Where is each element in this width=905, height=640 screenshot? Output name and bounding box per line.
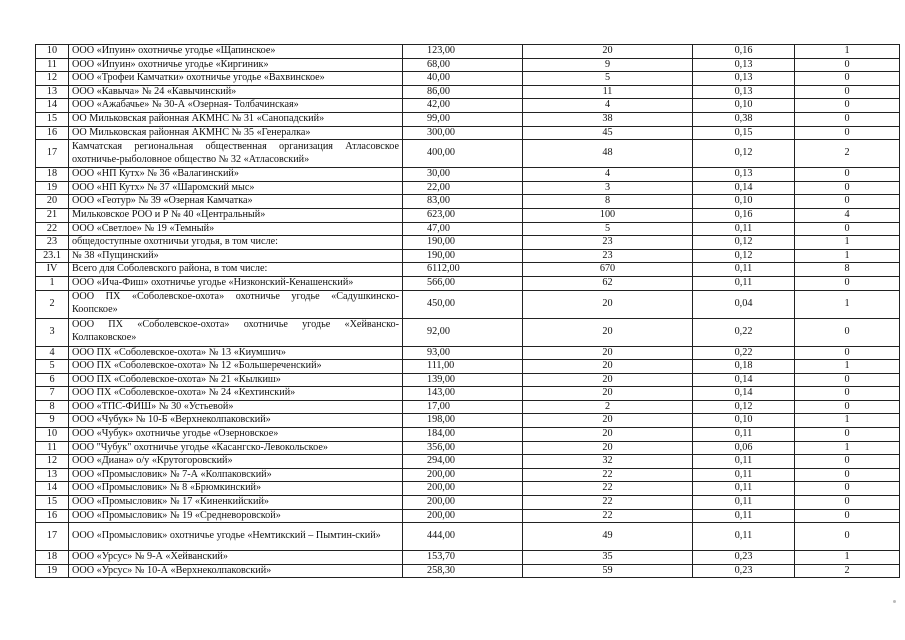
table-row — [36, 400, 900, 414]
table-row — [36, 195, 900, 209]
density-cell: 0,16 — [693, 45, 795, 59]
organization-name-cell: ООО «НП Кутх» № 37 «Шаромский мыс» — [69, 181, 403, 195]
row-number-cell: 11 — [36, 441, 69, 455]
count-cell: 0 — [795, 468, 900, 482]
quota-cell: 20 — [523, 290, 693, 318]
table-row — [36, 360, 900, 374]
row-number-cell: 2 — [36, 290, 69, 318]
table-row — [36, 85, 900, 99]
quota-cell: 22 — [523, 496, 693, 510]
area-cell: 300,00 — [403, 126, 523, 140]
quota-cell: 11 — [523, 85, 693, 99]
area-cell: 68,00 — [403, 58, 523, 72]
count-cell: 0 — [795, 496, 900, 510]
count-cell: 0 — [795, 523, 900, 551]
area-cell: 566,00 — [403, 276, 523, 290]
table-row — [36, 72, 900, 86]
density-cell: 0,11 — [693, 523, 795, 551]
area-cell: 83,00 — [403, 195, 523, 209]
area-cell: 139,00 — [403, 373, 523, 387]
area-cell: 200,00 — [403, 509, 523, 523]
row-number-cell: 15 — [36, 496, 69, 510]
area-cell: 6112,00 — [403, 263, 523, 277]
table-row — [36, 208, 900, 222]
count-cell: 1 — [795, 441, 900, 455]
count-cell: 0 — [795, 387, 900, 401]
table-row — [36, 441, 900, 455]
table-row — [36, 468, 900, 482]
density-cell: 0,13 — [693, 58, 795, 72]
density-cell: 0,11 — [693, 455, 795, 469]
row-number-cell: 15 — [36, 112, 69, 126]
table-row — [36, 99, 900, 113]
scan-speck — [893, 600, 896, 603]
quota-cell: 5 — [523, 72, 693, 86]
count-cell: 1 — [795, 236, 900, 250]
row-number-cell: 19 — [36, 564, 69, 578]
organization-name-cell: ООО «Кавыча» № 24 «Кавычинский» — [69, 85, 403, 99]
organization-name-cell: ООО ПХ «Соболевское-охота» охотничье угодье «Хейванско-Колпаковское» — [69, 318, 403, 346]
quota-cell: 20 — [523, 373, 693, 387]
area-cell: 86,00 — [403, 85, 523, 99]
area-cell: 356,00 — [403, 441, 523, 455]
area-cell: 92,00 — [403, 318, 523, 346]
count-cell: 2 — [795, 140, 900, 168]
table-row — [36, 482, 900, 496]
row-number-cell: 8 — [36, 400, 69, 414]
quota-cell: 62 — [523, 276, 693, 290]
table-row — [36, 126, 900, 140]
quota-cell: 35 — [523, 551, 693, 565]
row-number-cell: 14 — [36, 99, 69, 113]
row-number-cell: 21 — [36, 208, 69, 222]
area-cell: 143,00 — [403, 387, 523, 401]
count-cell: 0 — [795, 373, 900, 387]
count-cell: 0 — [795, 195, 900, 209]
quota-cell: 670 — [523, 263, 693, 277]
table-row — [36, 523, 900, 551]
table-row — [36, 45, 900, 59]
count-cell: 0 — [795, 400, 900, 414]
area-cell: 17,00 — [403, 400, 523, 414]
table-row — [36, 222, 900, 236]
row-number-cell: IV — [36, 263, 69, 277]
document-page — [35, 44, 900, 578]
area-cell: 190,00 — [403, 236, 523, 250]
density-cell: 0,11 — [693, 496, 795, 510]
count-cell: 0 — [795, 482, 900, 496]
organization-name-cell: ООО «Промысловик» № 8 «Брюмкинский» — [69, 482, 403, 496]
area-cell: 258,30 — [403, 564, 523, 578]
quota-cell: 38 — [523, 112, 693, 126]
density-cell: 0,11 — [693, 468, 795, 482]
density-cell: 0,13 — [693, 168, 795, 182]
area-cell: 184,00 — [403, 428, 523, 442]
count-cell: 0 — [795, 126, 900, 140]
area-cell: 47,00 — [403, 222, 523, 236]
count-cell: 1 — [795, 45, 900, 59]
quota-cell: 4 — [523, 99, 693, 113]
row-number-cell: 18 — [36, 551, 69, 565]
count-cell: 0 — [795, 276, 900, 290]
density-cell: 0,11 — [693, 482, 795, 496]
organization-name-cell: Камчатская региональная общественная организация Атласовское охотничье-рыболовное общество № 32 «Атласовский» — [69, 140, 403, 168]
area-cell: 111,00 — [403, 360, 523, 374]
row-number-cell: 20 — [36, 195, 69, 209]
table-row — [36, 181, 900, 195]
row-number-cell: 5 — [36, 360, 69, 374]
row-number-cell: 12 — [36, 72, 69, 86]
organization-name-cell: ООО «Чубук» № 10-Б «Верхнеколпаковский» — [69, 414, 403, 428]
density-cell: 0,12 — [693, 400, 795, 414]
table-row — [36, 455, 900, 469]
count-cell: 0 — [795, 58, 900, 72]
table-row — [36, 276, 900, 290]
row-number-cell: 19 — [36, 181, 69, 195]
density-cell: 0,14 — [693, 181, 795, 195]
row-number-cell: 10 — [36, 428, 69, 442]
table-row — [36, 373, 900, 387]
quota-cell: 45 — [523, 126, 693, 140]
area-cell: 444,00 — [403, 523, 523, 551]
area-cell: 200,00 — [403, 468, 523, 482]
area-cell: 153,70 — [403, 551, 523, 565]
row-number-cell: 10 — [36, 45, 69, 59]
table-row — [36, 236, 900, 250]
row-number-cell: 18 — [36, 168, 69, 182]
organization-name-cell: ОО Мильковская районная АКМНС № 35 «Генералка» — [69, 126, 403, 140]
organization-name-cell: ООО «Промысловик» охотничье угодье «Немтикский – Пымтин-ский» — [69, 523, 403, 551]
area-cell: 450,00 — [403, 290, 523, 318]
quota-cell: 8 — [523, 195, 693, 209]
count-cell: 0 — [795, 85, 900, 99]
count-cell: 0 — [795, 318, 900, 346]
quota-cell: 5 — [523, 222, 693, 236]
density-cell: 0,10 — [693, 99, 795, 113]
quota-cell: 23 — [523, 249, 693, 263]
row-number-cell: 17 — [36, 140, 69, 168]
count-cell: 0 — [795, 222, 900, 236]
density-cell: 0,13 — [693, 72, 795, 86]
density-cell: 0,06 — [693, 441, 795, 455]
organization-name-cell: ОО Мильковская районная АКМНС № 31 «Санопадский» — [69, 112, 403, 126]
area-cell: 42,00 — [403, 99, 523, 113]
table-row — [36, 249, 900, 263]
row-number-cell: 7 — [36, 387, 69, 401]
organization-name-cell: ООО "Чубук" охотничье угодье «Касангско-Левокольское» — [69, 441, 403, 455]
area-cell: 200,00 — [403, 496, 523, 510]
organization-name-cell: ООО ПХ «Соболевское-охота» № 13 «Киумшич» — [69, 346, 403, 360]
row-number-cell: 13 — [36, 468, 69, 482]
area-cell: 190,00 — [403, 249, 523, 263]
table-row — [36, 168, 900, 182]
organization-name-cell: ООО «Диана» о/у «Крутогоровский» — [69, 455, 403, 469]
table-row — [36, 509, 900, 523]
table-row — [36, 346, 900, 360]
row-number-cell: 22 — [36, 222, 69, 236]
row-number-cell: 4 — [36, 346, 69, 360]
hunting-grounds-table — [35, 44, 900, 578]
row-number-cell: 17 — [36, 523, 69, 551]
row-number-cell: 3 — [36, 318, 69, 346]
quota-cell: 9 — [523, 58, 693, 72]
density-cell: 0,12 — [693, 249, 795, 263]
quota-cell: 20 — [523, 387, 693, 401]
organization-name-cell: ООО «Урсус» № 10-А «Верхнеколпаковский» — [69, 564, 403, 578]
table-row — [36, 387, 900, 401]
density-cell: 0,23 — [693, 564, 795, 578]
table-row — [36, 58, 900, 72]
organization-name-cell: ООО «ТПС-ФИШ» № 30 «Устьевой» — [69, 400, 403, 414]
density-cell: 0,23 — [693, 551, 795, 565]
organization-name-cell: ООО «Урсус» № 9-А «Хейванский» — [69, 551, 403, 565]
quota-cell: 20 — [523, 414, 693, 428]
density-cell: 0,18 — [693, 360, 795, 374]
quota-cell: 100 — [523, 208, 693, 222]
area-cell: 123,00 — [403, 45, 523, 59]
count-cell: 1 — [795, 249, 900, 263]
count-cell: 0 — [795, 428, 900, 442]
organization-name-cell: общедоступные охотничьи угодья, в том числе: — [69, 236, 403, 250]
quota-cell: 49 — [523, 523, 693, 551]
count-cell: 0 — [795, 509, 900, 523]
density-cell: 0,04 — [693, 290, 795, 318]
density-cell: 0,11 — [693, 509, 795, 523]
area-cell: 200,00 — [403, 482, 523, 496]
area-cell: 294,00 — [403, 455, 523, 469]
quota-cell: 2 — [523, 400, 693, 414]
row-number-cell: 23 — [36, 236, 69, 250]
density-cell: 0,22 — [693, 346, 795, 360]
quota-cell: 23 — [523, 236, 693, 250]
density-cell: 0,11 — [693, 428, 795, 442]
row-number-cell: 14 — [36, 482, 69, 496]
quota-cell: 20 — [523, 346, 693, 360]
organization-name-cell: № 38 «Пущинский» — [69, 249, 403, 263]
quota-cell: 22 — [523, 482, 693, 496]
organization-name-cell: ООО «Промысловик» № 19 «Средневоровской» — [69, 509, 403, 523]
density-cell: 0,11 — [693, 263, 795, 277]
area-cell: 30,00 — [403, 168, 523, 182]
row-number-cell: 11 — [36, 58, 69, 72]
organization-name-cell: ООО ПХ «Соболевское-охота» № 21 «Кылкиш» — [69, 373, 403, 387]
density-cell: 0,12 — [693, 140, 795, 168]
count-cell: 0 — [795, 181, 900, 195]
quota-cell: 3 — [523, 181, 693, 195]
organization-name-cell: ООО «Промысловик» № 17 «Киненкийский» — [69, 496, 403, 510]
count-cell: 1 — [795, 360, 900, 374]
count-cell: 0 — [795, 112, 900, 126]
area-cell: 623,00 — [403, 208, 523, 222]
area-cell: 99,00 — [403, 112, 523, 126]
quota-cell: 32 — [523, 455, 693, 469]
density-cell: 0,22 — [693, 318, 795, 346]
table-row — [36, 318, 900, 346]
density-cell: 0,10 — [693, 195, 795, 209]
table-row — [36, 263, 900, 277]
density-cell: 0,16 — [693, 208, 795, 222]
density-cell: 0,11 — [693, 222, 795, 236]
count-cell: 2 — [795, 564, 900, 578]
quota-cell: 22 — [523, 468, 693, 482]
density-cell: 0,14 — [693, 387, 795, 401]
density-cell: 0,11 — [693, 276, 795, 290]
count-cell: 0 — [795, 168, 900, 182]
row-number-cell: 1 — [36, 276, 69, 290]
table-row — [36, 290, 900, 318]
table-row — [36, 564, 900, 578]
count-cell: 1 — [795, 290, 900, 318]
row-number-cell: 16 — [36, 126, 69, 140]
quota-cell: 20 — [523, 318, 693, 346]
count-cell: 0 — [795, 346, 900, 360]
table-row — [36, 428, 900, 442]
organization-name-cell: ООО «Трофеи Камчатки» охотничье угодье «Вахвинское» — [69, 72, 403, 86]
quota-cell: 22 — [523, 509, 693, 523]
density-cell: 0,38 — [693, 112, 795, 126]
table-body — [36, 45, 900, 578]
table-row — [36, 140, 900, 168]
organization-name-cell: Мильковское РОО и Р № 40 «Центральный» — [69, 208, 403, 222]
organization-name-cell: ООО ПХ «Соболевское-охота» охотничье угодье «Садушкинско-Коопское» — [69, 290, 403, 318]
row-number-cell: 9 — [36, 414, 69, 428]
organization-name-cell: ООО ПХ «Соболевское-охота» № 24 «Кехтинский» — [69, 387, 403, 401]
row-number-cell: 12 — [36, 455, 69, 469]
table-row — [36, 551, 900, 565]
organization-name-cell: ООО ПХ «Соболевское-охота» № 12 «Большереченский» — [69, 360, 403, 374]
density-cell: 0,12 — [693, 236, 795, 250]
quota-cell: 20 — [523, 45, 693, 59]
organization-name-cell: ООО «Ипуин» охотничье угодье «Щапинское» — [69, 45, 403, 59]
table-row — [36, 414, 900, 428]
organization-name-cell: ООО «Геотур» № 39 «Озерная Камчатка» — [69, 195, 403, 209]
quota-cell: 20 — [523, 360, 693, 374]
density-cell: 0,14 — [693, 373, 795, 387]
area-cell: 400,00 — [403, 140, 523, 168]
row-number-cell: 13 — [36, 85, 69, 99]
density-cell: 0,13 — [693, 85, 795, 99]
count-cell: 8 — [795, 263, 900, 277]
table-row — [36, 496, 900, 510]
organization-name-cell: ООО «Чубук» охотничье угодье «Озерновское» — [69, 428, 403, 442]
organization-name-cell: Всего для Соболевского района, в том числе: — [69, 263, 403, 277]
density-cell: 0,15 — [693, 126, 795, 140]
quota-cell: 48 — [523, 140, 693, 168]
count-cell: 0 — [795, 99, 900, 113]
quota-cell: 4 — [523, 168, 693, 182]
organization-name-cell: ООО «Светлое» № 19 «Темный» — [69, 222, 403, 236]
area-cell: 22,00 — [403, 181, 523, 195]
count-cell: 0 — [795, 455, 900, 469]
area-cell: 40,00 — [403, 72, 523, 86]
area-cell: 198,00 — [403, 414, 523, 428]
count-cell: 1 — [795, 414, 900, 428]
quota-cell: 20 — [523, 428, 693, 442]
row-number-cell: 16 — [36, 509, 69, 523]
organization-name-cell: ООО «Ипуин» охотничье угодье «Киргиник» — [69, 58, 403, 72]
count-cell: 4 — [795, 208, 900, 222]
organization-name-cell: ООО «Ажабачье» № 30-А «Озерная- Толбачинская» — [69, 99, 403, 113]
density-cell: 0,10 — [693, 414, 795, 428]
quota-cell: 20 — [523, 441, 693, 455]
row-number-cell: 6 — [36, 373, 69, 387]
quota-cell: 59 — [523, 564, 693, 578]
organization-name-cell: ООО «НП Кутх» № 36 «Валагинский» — [69, 168, 403, 182]
row-number-cell: 23.1 — [36, 249, 69, 263]
organization-name-cell: ООО «Ича-Фиш» охотничье угодье «Низконский-Кенашенский» — [69, 276, 403, 290]
count-cell: 0 — [795, 72, 900, 86]
area-cell: 93,00 — [403, 346, 523, 360]
table-row — [36, 112, 900, 126]
organization-name-cell: ООО «Промысловик» № 7-А «Колпаковский» — [69, 468, 403, 482]
count-cell: 1 — [795, 551, 900, 565]
